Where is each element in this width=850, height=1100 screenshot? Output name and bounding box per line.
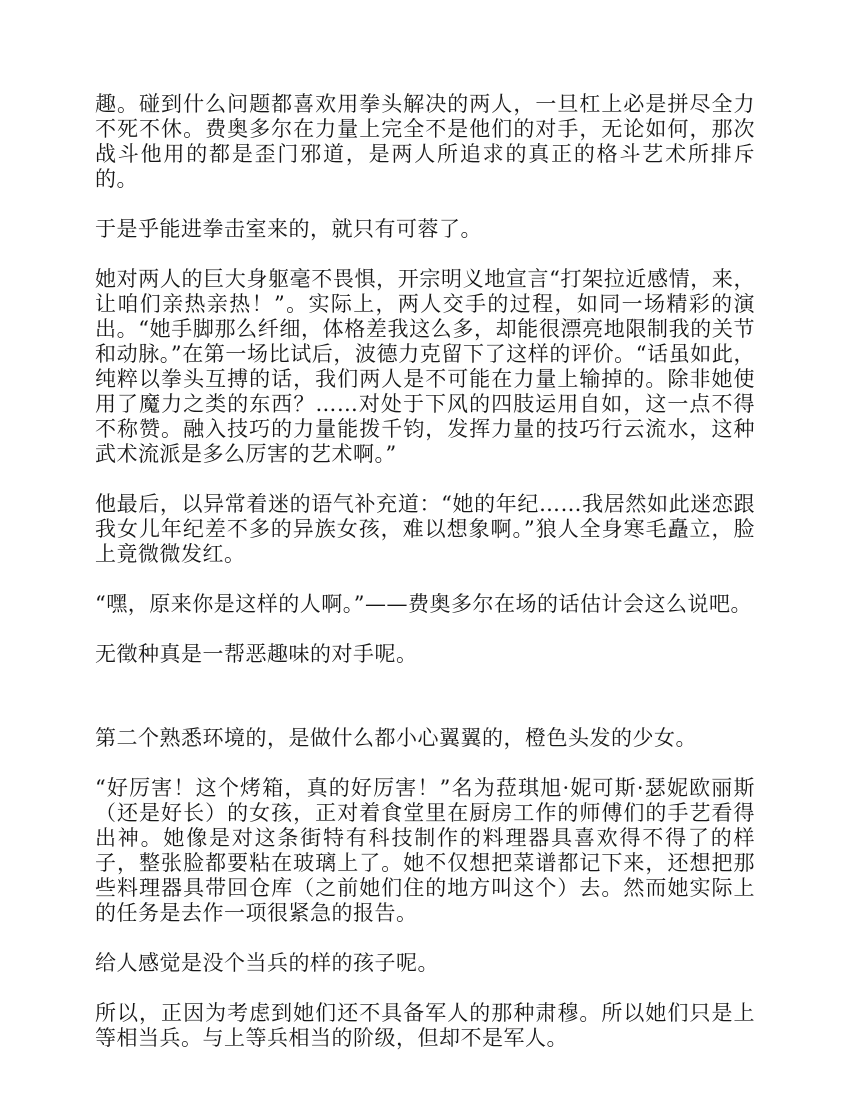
- paragraph: 她对两人的巨大身躯毫不畏惧，开宗明义地宣言“打架拉近感情，来，让咱们亲热亲热！”。实际上，两人交手的过程，如同一场精彩的演出。“她手脚那么纤细，体格差我这么多，却能很漂亮地限制我的关节和动脉。”在第一场比试后，波德力克留下了这样的评价。“话虽如此，纯粹以拳头互搏的话，我们两人是不可能在力量上输掉的。除非她使用了魔力之类的东西？……对处于下风的四肢运用自如，这一点不得不称赞。融入技巧的力量能拨千钧，发挥力量的技巧行云流水，这种武术流派是多么厉害的艺术啊。”: [95, 267, 755, 466]
- paragraph: 于是乎能进拳击室来的，就只有可蓉了。: [95, 217, 482, 241]
- paragraph: “嘿，原来你是这样的人啊。”——费奥多尔在场的话估计会这么说吧。: [95, 592, 752, 616]
- paragraph: 给人感觉是没个当兵的样的孩子呢。: [95, 951, 439, 975]
- document-body: [95, 92, 755, 1076]
- paragraph: 无徵种真是一帮恶趣味的对手呢。: [95, 642, 418, 666]
- paragraph: “好厉害！这个烤箱，真的好厉害！”名为菈琪旭·妮可斯·瑟妮欧丽斯（还是好长）的女孩，正对着食堂里在厨房工作的师傅们的手艺看得出神。她像是对这条街特有科技制作的料理器具喜欢得不得了的样子，整张脸都要粘在玻璃上了。她不仅想把菜谱都记下来，还想把那些料理器具带回仓库（之前她们住的地方叫这个）去。然而她实际上的任务是去作一项很紧急的报告。: [95, 776, 755, 925]
- paragraph: 第二个熟悉环境的，是做什么都小心翼翼的，橙色头发的少女。: [95, 726, 697, 750]
- paragraph: 他最后，以异常着迷的语气补充道：“她的年纪……我居然如此迷恋跟我女儿年纪差不多的异族女孩，难以想象啊。”狼人全身寒毛矗立，脸上竟微微发红。: [95, 492, 755, 566]
- paragraph: 所以，正因为考虑到她们还不具备军人的那种肃穆。所以她们只是上等相当兵。与上等兵相当的阶级，但却不是军人。: [95, 1001, 755, 1050]
- paragraph: 趣。碰到什么问题都喜欢用拳头解决的两人，一旦杠上必是拼尽全力不死不休。费奥多尔在力量上完全不是他们的对手，无论如何，那次战斗他用的都是歪门邪道，是两人所追求的真正的格斗艺术所排斥的。: [95, 92, 755, 191]
